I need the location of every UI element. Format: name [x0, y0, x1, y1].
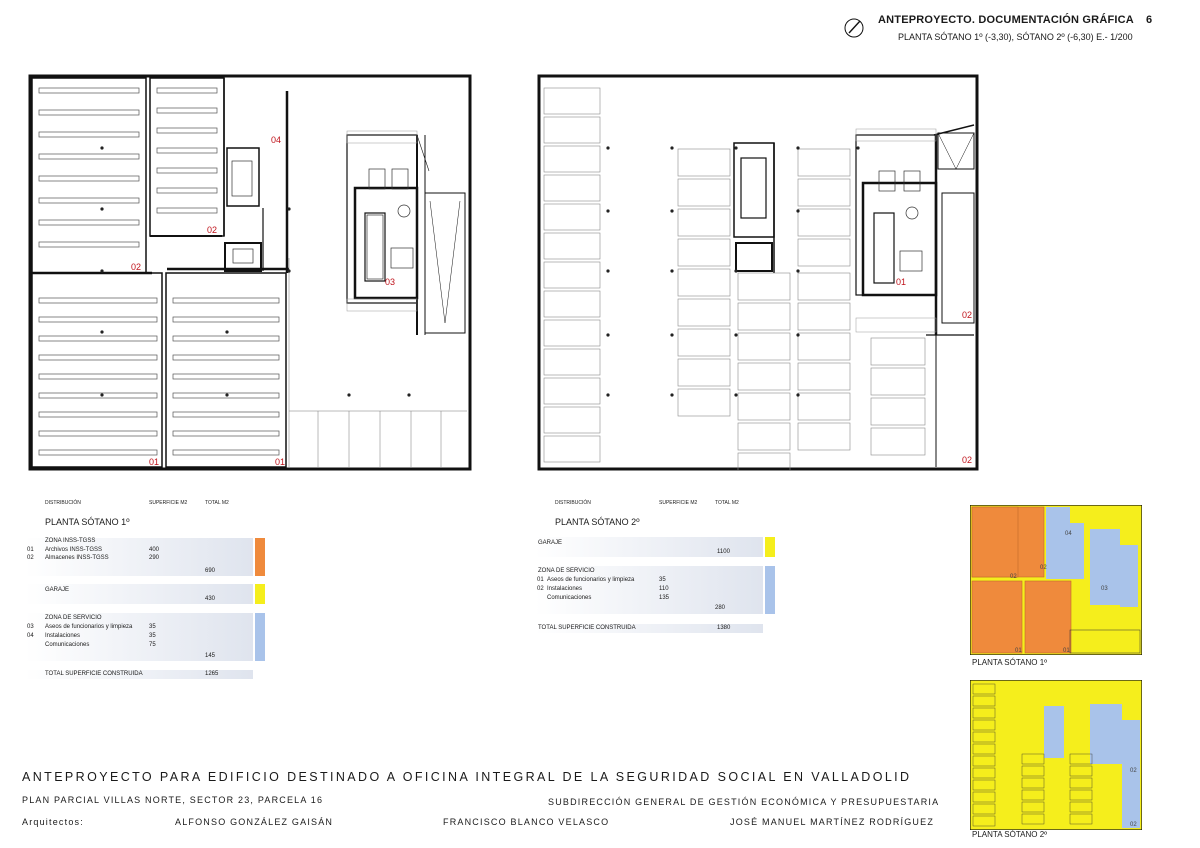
parking-stall: [798, 333, 850, 360]
thumb1-label: 02: [1010, 574, 1017, 580]
structural-column: [796, 393, 799, 396]
col-header-surface: SUPERFICIE M2: [149, 500, 188, 506]
row-label: Aseos de funcionarios y limpieza: [45, 624, 133, 630]
parking-stall: [544, 88, 600, 114]
plan1-zone-label: 02: [207, 225, 218, 235]
parking-stall: [798, 273, 850, 300]
archive-rack: [39, 374, 157, 379]
col-header-distribution: DISTRIBUCIÓN: [45, 500, 81, 506]
archive-rack: [39, 298, 157, 303]
plan1-zone-label: 01: [275, 457, 286, 467]
area-table-sotano-2: [535, 500, 780, 640]
structural-column: [100, 330, 103, 333]
archive-rack: [39, 88, 139, 93]
parking-stall: [544, 146, 600, 172]
parking-stall: [544, 407, 600, 433]
parking-stall: [544, 436, 600, 462]
structural-column: [287, 207, 290, 210]
structural-column: [100, 269, 103, 272]
thumb1-label: 02: [1040, 565, 1047, 571]
parking-stall: [544, 117, 600, 143]
plan-sotano-1: [27, 73, 472, 471]
row-label: Comunicaciones: [45, 642, 90, 648]
plan-sotano-2: [536, 73, 981, 471]
parking-stall: [678, 149, 730, 176]
col-header-total: TOTAL M2: [715, 500, 739, 506]
row-value: 35: [149, 624, 156, 630]
structural-column: [606, 146, 609, 149]
parking-stall: [544, 204, 600, 230]
structural-column: [407, 393, 410, 396]
plan-parcial: PLAN PARCIAL VILLAS NORTE, SECTOR 23, PARCELA 16: [22, 795, 324, 805]
total-value: 1265: [205, 671, 219, 677]
parking-stall: [544, 175, 600, 201]
parking-stall: [798, 303, 850, 330]
structural-column: [606, 333, 609, 336]
archive-rack: [39, 132, 139, 137]
zone-swatch: [765, 537, 775, 557]
row-code: 02: [27, 555, 34, 561]
archive-rack: [173, 412, 279, 417]
parking-stall: [738, 273, 790, 300]
architect-name: ALFONSO GONZÁLEZ GAISÁN: [175, 817, 334, 827]
row-label: Almacenes INSS-TGSS: [45, 555, 109, 561]
parking-stall: [798, 239, 850, 266]
structural-column: [225, 393, 228, 396]
thumb1-label: 01: [1063, 648, 1070, 654]
structural-column: [670, 146, 673, 149]
row-code: 03: [27, 624, 34, 630]
thumb2-label: 02: [1130, 822, 1137, 828]
row-code: 01: [27, 547, 34, 553]
structural-column: [670, 269, 673, 272]
table-title: PLANTA SÓTANO 2º: [555, 517, 640, 527]
archive-rack: [157, 168, 217, 173]
parking-stall: [738, 363, 790, 390]
structural-column: [734, 146, 737, 149]
project-title: ANTEPROYECTO PARA EDIFICIO DESTINADO A OFICINA INTEGRAL DE LA SEGURIDAD SOCIAL EN VALLADOLID: [22, 770, 912, 784]
total-value: 1380: [717, 625, 731, 631]
archive-rack: [173, 450, 279, 455]
zone-total: 145: [205, 653, 216, 659]
structural-column: [100, 207, 103, 210]
row-label: Archivos INSS-TGSS: [45, 547, 103, 553]
plan1-zone-label: 01: [149, 457, 160, 467]
col-header-total: TOTAL M2: [205, 500, 229, 506]
archive-rack: [173, 431, 279, 436]
archive-rack: [39, 393, 157, 398]
archive-rack: [157, 108, 217, 113]
structural-column: [100, 393, 103, 396]
parking-stall: [544, 320, 600, 346]
archive-rack: [173, 317, 279, 322]
archive-rack: [39, 412, 157, 417]
parking-stall: [798, 209, 850, 236]
structural-column: [606, 393, 609, 396]
archive-rack: [39, 450, 157, 455]
plan1-zone-label: 04: [271, 135, 282, 145]
parking-stall: [678, 299, 730, 326]
structural-column: [796, 146, 799, 149]
archive-rack: [39, 220, 139, 225]
parking-stall: [544, 378, 600, 404]
structural-column: [734, 333, 737, 336]
architect-name: FRANCISCO BLANCO VELASCO: [443, 817, 610, 827]
structural-column: [734, 393, 737, 396]
plan2-zone-label: 01: [896, 277, 907, 287]
archive-rack: [39, 317, 157, 322]
structural-column: [670, 333, 673, 336]
plan1-zone-label: 03: [385, 277, 396, 287]
archive-rack: [39, 336, 157, 341]
plan2-zone-label: 02: [962, 455, 973, 465]
table-title: PLANTA SÓTANO 1º: [45, 517, 130, 527]
parking-stall: [678, 329, 730, 356]
row-code: 02: [537, 586, 544, 592]
sheet-subtitle: PLANTA SÓTANO 1º (-3,30), SÓTANO 2º (-6,30) E.- 1/200: [898, 32, 1133, 42]
archive-rack: [157, 88, 217, 93]
archive-rack: [157, 128, 217, 133]
parking-stall: [678, 389, 730, 416]
zone-swatch: [765, 566, 775, 614]
parking-stall: [678, 209, 730, 236]
zone-total: 690: [205, 568, 216, 574]
row-label: Comunicaciones: [547, 595, 592, 601]
thumb1-label: 01: [1015, 648, 1022, 654]
parking-stall: [798, 393, 850, 420]
structural-column: [856, 146, 859, 149]
parking-stall: [544, 291, 600, 317]
archive-rack: [173, 298, 279, 303]
parking-stall: [798, 149, 850, 176]
archive-rack: [173, 355, 279, 360]
zone-swatch: [255, 538, 265, 576]
structural-column: [606, 209, 609, 212]
architects-label: Arquitectos:: [22, 817, 84, 827]
archive-rack: [157, 208, 217, 213]
row-value: 110: [659, 586, 669, 592]
parking-stall: [738, 303, 790, 330]
thumb2-label: 02: [1130, 768, 1137, 774]
row-code: 01: [537, 577, 544, 583]
thumb1-label: 03: [1101, 586, 1108, 592]
structural-column: [796, 269, 799, 272]
parking-stall: [798, 363, 850, 390]
plan2-zone-label: 02: [962, 310, 973, 320]
parking-stall: [871, 368, 925, 395]
structural-column: [347, 393, 350, 396]
parking-stall: [871, 398, 925, 425]
parking-stall: [678, 179, 730, 206]
sheet-number: 6: [1146, 14, 1153, 26]
structural-column: [734, 269, 737, 272]
parking-stall: [738, 423, 790, 450]
thumbnail-sotano-1: [970, 505, 1142, 660]
zone-total: 280: [715, 605, 726, 611]
area-table-sotano-1: [25, 500, 270, 685]
row-label: Instalaciones: [547, 586, 583, 592]
parking-stall: [738, 393, 790, 420]
row-value: 35: [149, 633, 156, 639]
zone-name: ZONA DE SERVICIO: [538, 568, 595, 574]
archive-rack: [39, 242, 139, 247]
structural-column: [606, 269, 609, 272]
parking-stall: [798, 423, 850, 450]
structural-column: [670, 393, 673, 396]
structural-column: [100, 146, 103, 149]
parking-stall: [871, 428, 925, 455]
thumbnail-caption: PLANTA SÓTANO 1º: [972, 658, 1048, 667]
parking-stall: [738, 333, 790, 360]
zone-swatch: [255, 584, 265, 604]
archive-rack: [157, 148, 217, 153]
zone-name: GARAJE: [45, 587, 70, 593]
zone-name: ZONA DE SERVICIO: [45, 615, 102, 621]
archive-rack: [39, 176, 139, 181]
archive-rack: [173, 336, 279, 341]
row-label: Instalaciones: [45, 633, 81, 639]
structural-column: [670, 209, 673, 212]
thumbnail-sotano-2: [970, 680, 1142, 835]
parking-stall: [678, 269, 730, 296]
architect-name: JOSÉ MANUEL MARTÍNEZ RODRÍGUEZ: [730, 817, 935, 827]
north-arrow-icon: [843, 17, 865, 39]
total-label: TOTAL SUPERFICIE CONSTRUIDA: [45, 671, 143, 677]
subdireccion: SUBDIRECCIÓN GENERAL DE GESTIÓN ECONÓMICA Y PRESUPUESTARIA: [548, 797, 940, 807]
structural-column: [287, 269, 290, 272]
archive-rack: [157, 188, 217, 193]
thumbnail-caption: PLANTA SÓTANO 2º: [972, 830, 1048, 839]
row-value: 400: [149, 547, 160, 553]
parking-stall: [544, 233, 600, 259]
parking-stall: [678, 359, 730, 386]
row-value: 35: [659, 577, 666, 583]
col-header-surface: SUPERFICIE M2: [659, 500, 698, 506]
structural-column: [796, 209, 799, 212]
parking-stall: [678, 239, 730, 266]
parking-stall: [798, 179, 850, 206]
structural-column: [796, 333, 799, 336]
archive-rack: [39, 154, 139, 159]
archive-rack: [173, 374, 279, 379]
archive-rack: [39, 110, 139, 115]
thumb1-label: 04: [1065, 531, 1072, 537]
zone-name: ZONA INSS-TGSS: [45, 538, 96, 544]
parking-stall: [544, 262, 600, 288]
col-header-distribution: DISTRIBUCIÓN: [555, 500, 591, 506]
plan1-zone-label: 02: [131, 262, 142, 272]
total-label: TOTAL SUPERFICIE CONSTRUIDA: [538, 625, 636, 631]
row-value: 75: [149, 642, 156, 648]
zone-total: 430: [205, 596, 216, 602]
sheet-title: ANTEPROYECTO. DOCUMENTACIÓN GRÁFICA: [878, 14, 1134, 26]
archive-rack: [39, 355, 157, 360]
zone-swatch: [255, 613, 265, 661]
row-label: Aseos de funcionarios y limpieza: [547, 577, 635, 583]
archive-rack: [39, 431, 157, 436]
row-value: 290: [149, 555, 160, 561]
archive-rack: [39, 198, 139, 203]
parking-stall: [871, 338, 925, 365]
zone-total: 1100: [717, 549, 730, 555]
row-value: 135: [659, 595, 670, 601]
parking-stall: [544, 349, 600, 375]
structural-column: [225, 330, 228, 333]
row-code: 04: [27, 633, 34, 639]
zone-name: GARAJE: [538, 540, 563, 546]
